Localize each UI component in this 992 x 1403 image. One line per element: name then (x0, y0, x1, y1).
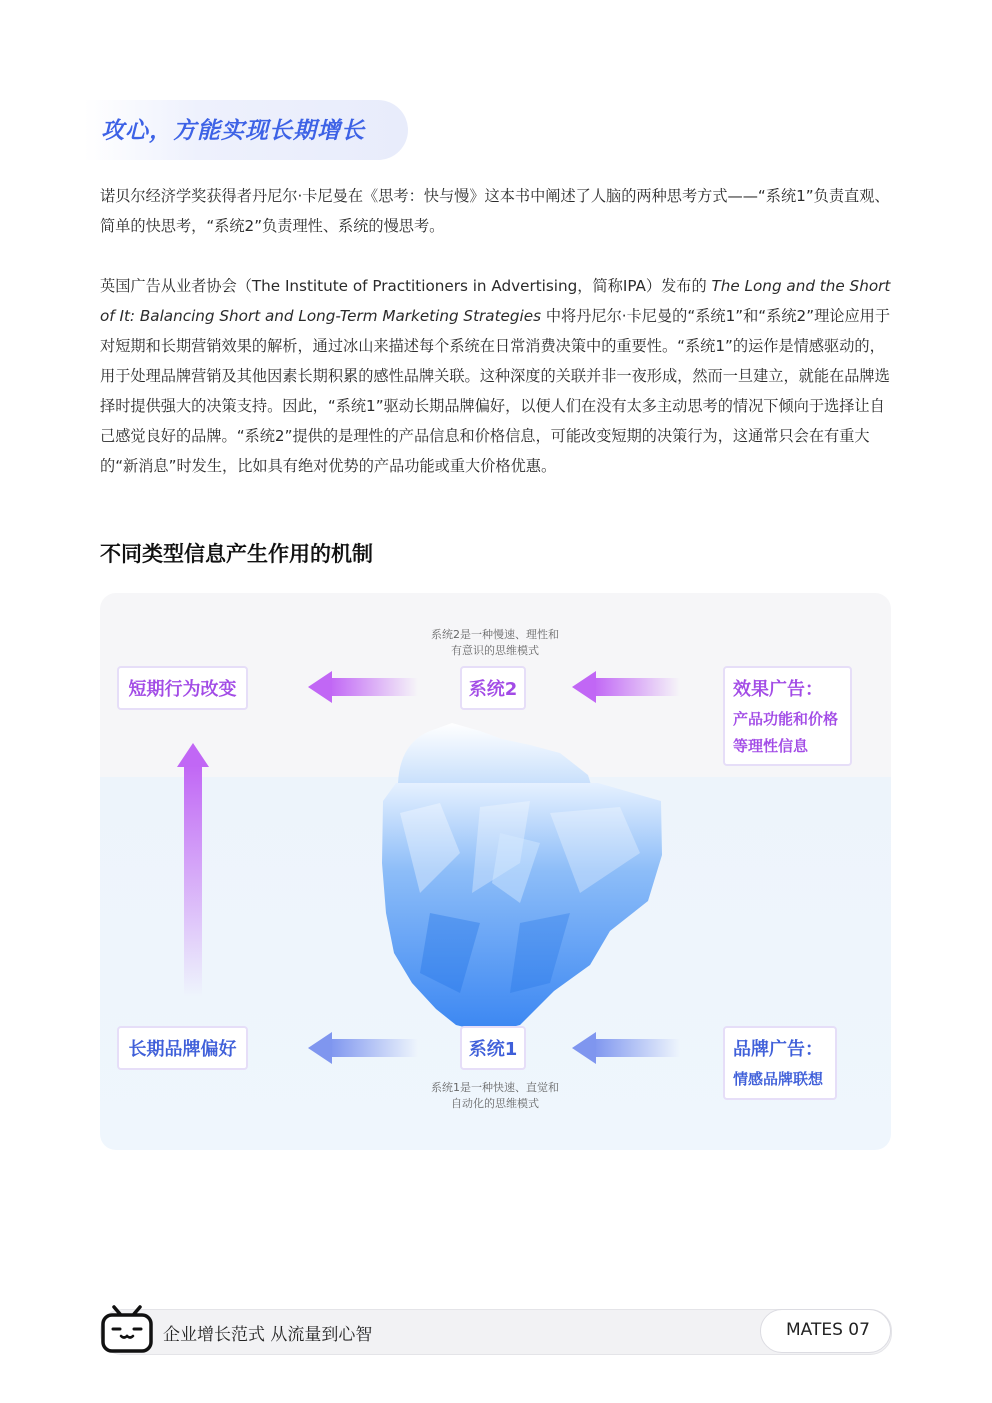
brand-ad-box (723, 1026, 837, 1100)
system1-box: 系统1 (460, 1026, 526, 1070)
effect-ad-box (723, 666, 852, 766)
brand-ad-heading: 品牌广告： (733, 1039, 823, 1060)
system1-note-line1: 系统1是一种快速、直觉和 (431, 1081, 559, 1094)
arrow-system2-to-short-term (308, 671, 418, 703)
long-term-preference-box: 长期品牌偏好 (117, 1026, 248, 1070)
intro-paragraph: 诺贝尔经济学奖获得者丹尼尔·卡尼曼在《思考：快与慢》这本书中阐述了人脑的两种思考方式——“系统1”负责直观、简单的快思考，“系统2”负责理性、系统的慢思考。 (100, 187, 890, 235)
system2-note-line2: 有意识的思维模式 (451, 644, 539, 657)
iceberg-diagram (100, 593, 891, 1150)
page-title: 攻心，方能实现长期增长 (101, 118, 365, 144)
ipa-paragraph-post: 中将丹尼尔·卡尼曼的“系统1”和“系统2”理论应用于对短期和长期营销效果的解析，通过冰山来描述每个系统在日常消费决策中的重要性。“系统1”的运作是情感驱动的，用于处理品牌营销及其他因素长期积累的感性品牌关联。这种深度的关联并非一夜形成，然而一旦建立，就能在品牌选择时提供强大的决策支持。因此，“系统1”驱动长期品牌偏好，以便人们在没有太多主动思考的情况下倾向于选择让自己感觉良好的品牌。“系统2”提供的是理性的产品信息和价格信息，可能改变短期的决策行为，这通常只会在有重大的“新消息”时发生，比如具有绝对优势的产品功能或重大价格优惠。 (100, 307, 891, 475)
ipa-paragraph-pre: 英国广告从业者协会（The Institute of Practitioners in Advertising，简称IPA）发布的 (100, 277, 712, 295)
arrow-long-term-to-short-term (177, 743, 209, 997)
tv-mascot-icon (100, 1303, 154, 1355)
effect-ad-heading: 效果广告： (733, 679, 823, 700)
arrow-brand-ad-to-system1 (572, 1032, 680, 1064)
system1-note (418, 1080, 572, 1112)
section-heading: 不同类型信息产生作用的机制 (100, 542, 373, 566)
iceberg-illustration (382, 723, 662, 1033)
system2-box: 系统2 (460, 666, 526, 710)
arrow-system1-to-long-term (308, 1032, 418, 1064)
book-title: The Long and the Short of It: Balancing Short and Long-Term Marketing Strategies (100, 277, 891, 325)
system2-note-line1: 系统2是一种慢速、理性和 (431, 628, 559, 641)
system2-note (418, 627, 572, 659)
effect-ad-line1: 产品功能和价格 (733, 710, 839, 728)
ipa-paragraph (100, 271, 892, 481)
brand-ad-line1: 情感品牌联想 (733, 1070, 824, 1088)
effect-ad-line2: 等理性信息 (733, 737, 809, 755)
arrow-effect-ad-to-system2 (572, 671, 680, 703)
footer-page-number: MATES 07 (786, 1320, 870, 1340)
short-term-behavior-box: 短期行为改变 (117, 666, 248, 710)
system1-note-line2: 自动化的思维模式 (451, 1097, 539, 1110)
footer-title: 企业增长范式 从流量到心智 (163, 1325, 373, 1345)
